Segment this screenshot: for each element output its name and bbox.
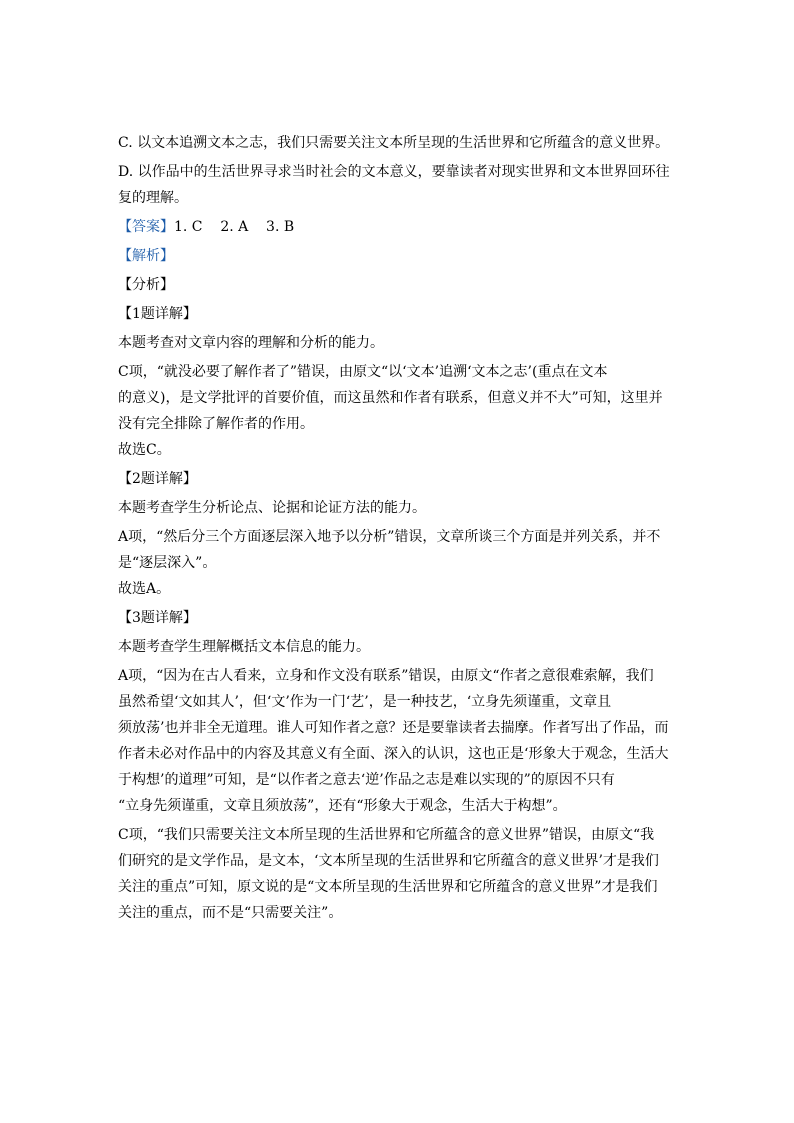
q3-line: 作者未必对作品中的内容及其意义有全面、深入的认识，这也正是‘形象大于观念，生活大 (118, 746, 669, 762)
q2-line: 本题考查学生分析论点、论据和论证方法的能力。 (118, 500, 426, 516)
fenxi-tag: 【分析】 (118, 277, 174, 293)
analysis-tag: 【解析】 (118, 248, 174, 264)
q1-line: 故选C。 (118, 442, 171, 458)
option-d-line-1: D. 以作品中的生活世界寻求当时社会的文本意义，要靠读者对现实世界和文本世界回环往 (118, 164, 670, 180)
q1-line: 没有完全排除了解作者的作用。 (118, 416, 314, 432)
q1-line: C项，“就没必要了解作者了”错误，由原文“以‘文本’追溯‘文本之志’(重点在文本 (118, 364, 608, 380)
q3-tag: 【3题详解】 (118, 610, 197, 626)
option-c-line: C. 以文本追溯文本之志，我们只需要关注文本所呈现的生活世界和它所蕴含的意义世界。 (118, 135, 670, 151)
q3-line: “立身先须谨重，文章且须放荡”，还有“形象大于观念，生活大于构想”。 (118, 798, 567, 814)
q3-line: 本题考查学生理解概括文本信息的能力。 (118, 639, 370, 655)
q3-line: 须放荡’也并非全无道理。谁人可知作者之意？还是要靠读者去揣摩。作者写出了作品，而 (118, 720, 669, 736)
q3-line: 们研究的是文学作品，是文本，‘文本所呈现的生活世界和它所蕴含的意义世界’才是我们 (118, 853, 659, 869)
q1-line: 的意义)，是文学批评的首要价值，而这虽然和作者有联系，但意义并不大”可知，这里并 (118, 390, 663, 406)
answer-value: 1. C 2. A 3. B (174, 219, 295, 235)
q3-line: 虽然希望‘文如其人’，但‘文’作为一门‘艺’，是一种技艺，‘立身先须谨重，文章且 (118, 694, 612, 710)
q1-line: 本题考查对文章内容的理解和分析的能力。 (118, 335, 384, 351)
q3-line: 关注的重点”可知，原文说的是“文本所呈现的生活世界和它所蕴含的意义世界”才是我们 (118, 879, 658, 895)
option-d-line-2: 复的理解。 (118, 190, 188, 206)
q3-line: C项，“我们只需要关注文本所呈现的生活世界和它所蕴含的意义世界”错误，由原文“我 (118, 827, 655, 843)
q2-tag: 【2题详解】 (118, 471, 197, 487)
q2-line: 是“逐层深入”。 (118, 555, 217, 571)
q2-line: 故选A。 (118, 581, 171, 597)
q3-line: 于构想’的道理”可知，是“以作者之意去‘逆’作品之志是难以实现的”的原因不只有 (118, 772, 615, 788)
q3-line: A项，“因为在古人看来，立身和作文没有联系”错误，由原文“作者之意很难索解，我们 (118, 668, 654, 684)
document-page (118, 130, 680, 926)
q1-tag: 【1题详解】 (118, 306, 197, 322)
answer-line (118, 214, 680, 240)
q2-line: A项，“然后分三个方面逐层深入地予以分析”错误，文章所谈三个方面是并列关系，并不 (118, 529, 661, 545)
answer-tag: 【答案】 (118, 219, 174, 235)
q3-line: 关注的重点，而不是“只需要关注”。 (118, 905, 343, 921)
